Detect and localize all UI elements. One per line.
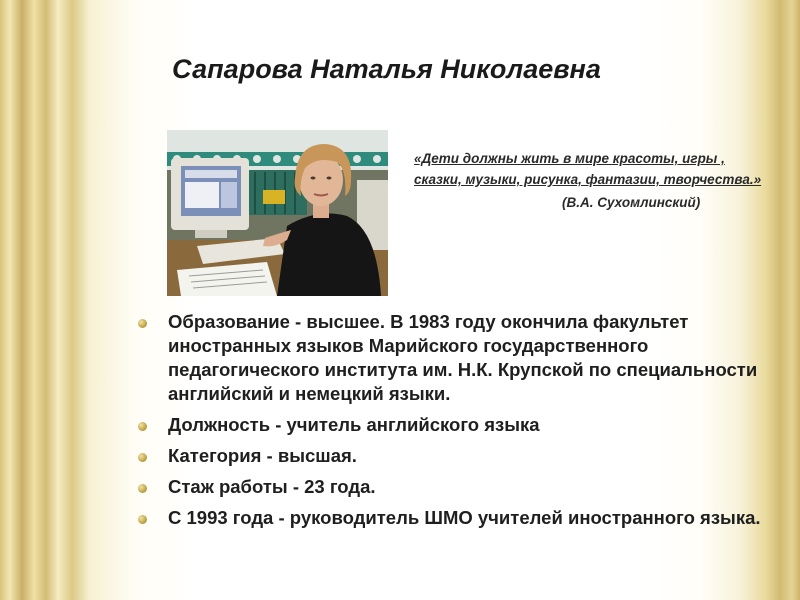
bio-item-leadership	[138, 506, 778, 530]
bio-item-position	[138, 413, 778, 437]
bullet-icon	[138, 319, 147, 328]
bullet-icon	[138, 422, 147, 431]
bio-list	[138, 310, 778, 537]
quote-block	[414, 148, 774, 213]
bio-item-text: Должность - учитель английского языка	[168, 414, 540, 435]
bio-item-category	[138, 444, 778, 468]
slide-title: Сапарова Наталья Николаевна	[172, 54, 601, 84]
bio-item-experience	[138, 475, 778, 499]
quote-author: (В.А. Сухомлинский)	[562, 195, 701, 210]
bullet-icon	[138, 453, 147, 462]
bio-item-text: Стаж работы - 23 года.	[168, 476, 376, 497]
teacher-photo	[167, 130, 388, 296]
bullet-icon	[138, 515, 147, 524]
teacher-photo-illustration	[167, 130, 388, 296]
bio-item-text: С 1993 года - руководитель ШМО учителей иностранного языка.	[168, 507, 761, 528]
bullet-icon	[138, 484, 147, 493]
quote-text: «Дети должны жить в мире красоты, игры , сказки, музыки, рисунка, фантазии, творчества.»	[414, 151, 762, 187]
bio-item-text: Категория - высшая.	[168, 445, 357, 466]
bio-item-text: Образование - высшее. В 1983 году окончила факультет иностранных языков Марийского государственного педагогического института им. Н.К. Крупской по специальности английский и немецкий языки.	[168, 311, 758, 404]
bio-item-education	[138, 310, 778, 406]
